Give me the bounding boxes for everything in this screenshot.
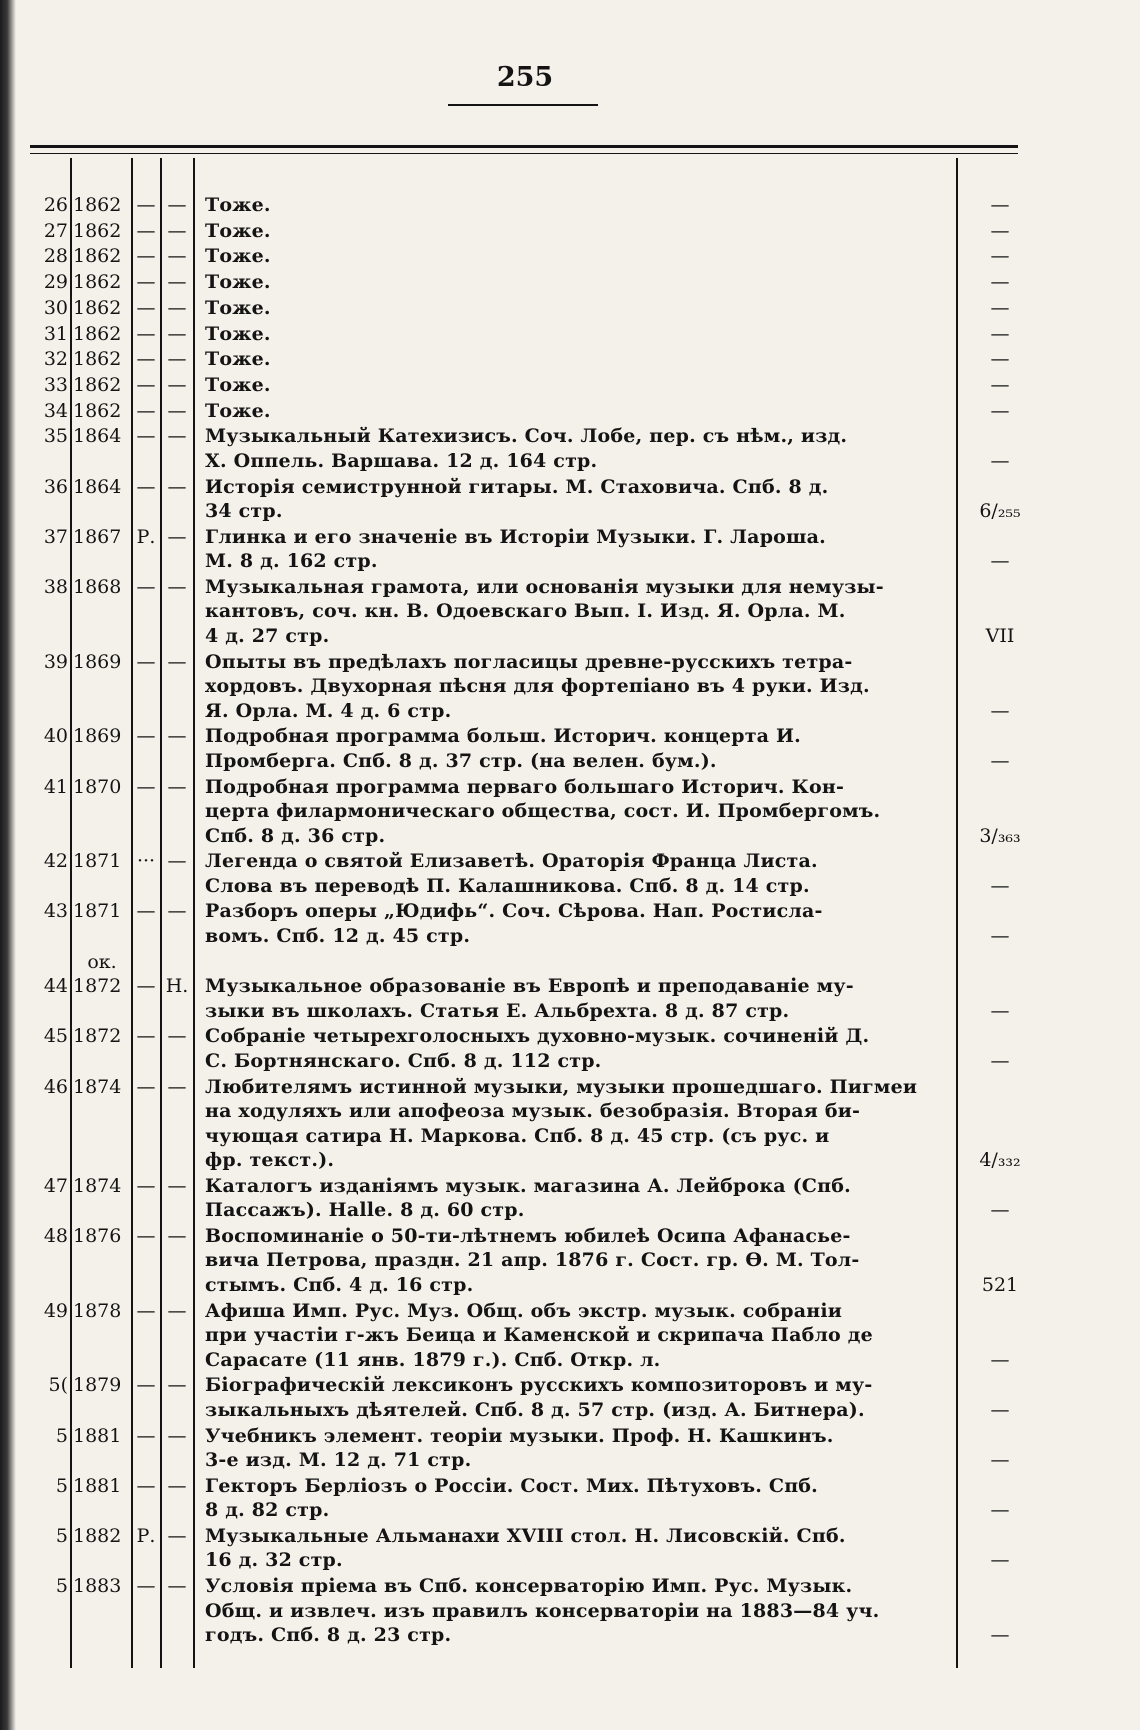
entry-mark-2: — [167, 850, 187, 873]
entry-description [205, 775, 945, 849]
entry-number: 36 [43, 475, 68, 498]
entry-mark-2: — [167, 1075, 187, 1098]
entry-year: 1883 [73, 1575, 122, 1598]
description-line: Учебникъ элемент. теоріи музыки. Проф. Н. Кашкинъ. [205, 1424, 834, 1447]
reference-value: — [990, 449, 1010, 472]
description-line: Х. Оппель. Варшава. 12 д. 164 стр. [205, 449, 598, 472]
reference-value: — [990, 245, 1010, 268]
entry-number: 32 [43, 348, 68, 371]
description-line: Біографическій лексиконъ русскихъ композиторовъ и му- [205, 1374, 873, 1397]
column-divider [70, 158, 72, 1668]
entry-mark-1: — [136, 373, 156, 396]
entry-description [205, 296, 945, 321]
entry-description [205, 244, 945, 269]
entry-year: 1864 [73, 475, 122, 498]
entry-year: 1862 [73, 219, 122, 242]
entry-mark-1: — [136, 1474, 156, 1497]
reference-value: — [990, 219, 1010, 242]
description-line: Подробная программа больш. Историч. концерта И. [205, 725, 801, 748]
entry-description [205, 322, 945, 347]
entry-mark-1: — [136, 399, 156, 422]
description-line: 8 д. 82 стр. [205, 1499, 330, 1522]
entry-mark-1: — [136, 775, 156, 798]
description-line: вомъ. Спб. 12 д. 45 стр. [205, 924, 471, 947]
description-line: С. Бортнянскаго. Спб. 8 д. 112 стр. [205, 1049, 602, 1072]
entry-number: 5 [55, 1575, 68, 1598]
reference-value: — [990, 749, 1010, 772]
entry-mark-1: — [136, 975, 156, 998]
entry-number: 30 [43, 296, 68, 319]
description-line: Глинка и его значеніе въ Исторіи Музыки. Г. Лароша. [205, 525, 826, 548]
entry-description [205, 1174, 945, 1223]
description-line: Промберга. Спб. 8 д. 37 стр. (на велен. бум.). [205, 749, 717, 772]
entry-number: 33 [43, 373, 68, 396]
description-line: Тоже. [205, 373, 271, 396]
entry-description [205, 424, 945, 473]
entry-mark-2: — [167, 194, 187, 216]
entry-description [205, 525, 945, 574]
entry-mark-2: Н. [165, 975, 189, 998]
reference-value: — [990, 271, 1010, 294]
entry-number: 47 [43, 1174, 68, 1197]
description-line: на ходуляхъ или апофеоза музык. безобразія. Вторая би- [205, 1100, 861, 1122]
entry-mark-2: — [167, 900, 187, 923]
entry-number: 39 [43, 650, 68, 673]
entry-mark-2: — [167, 1424, 187, 1447]
entry-number: 37 [43, 525, 68, 548]
reference-value: — [990, 1398, 1010, 1421]
entry-description [205, 1574, 945, 1648]
description-line: Тоже. [205, 399, 271, 422]
entry-mark-1: — [136, 1025, 156, 1048]
description-line: 4 д. 27 стр. [205, 624, 330, 647]
entry-description [205, 193, 945, 218]
entry-year-prefix: ок. [87, 951, 117, 974]
entry-mark-2: — [167, 1524, 187, 1547]
description-line: Тоже. [205, 194, 271, 216]
entry-mark-1: — [136, 322, 156, 345]
entry-number: 35 [43, 425, 68, 448]
entry-year: 1862 [73, 399, 122, 422]
entry-year: 1874 [73, 1174, 122, 1197]
entry-description [205, 1299, 945, 1373]
entry-description [205, 1075, 945, 1173]
entry-mark-2: — [167, 1174, 187, 1197]
entry-mark-2: — [167, 245, 187, 268]
entry-number: 27 [43, 219, 68, 242]
description-line: Спб. 8 д. 36 стр. [205, 824, 386, 847]
entry-description [205, 219, 945, 244]
reference-value: — [990, 924, 1010, 947]
reference-value: 4/₃₃₂ [979, 1149, 1021, 1171]
reference-value: — [990, 1199, 1010, 1222]
entry-number: 26 [43, 194, 68, 216]
description-line: фр. текст.). [205, 1149, 335, 1171]
entry-number: 43 [43, 900, 68, 923]
entry-year: 1881 [73, 1474, 122, 1497]
entry-mark-2: — [167, 725, 187, 748]
entry-mark-1: — [136, 219, 156, 242]
description-line: Собраніе четырехголосныхъ духовно-музык. сочиненій Д. [205, 1025, 870, 1048]
column-divider [956, 158, 958, 1668]
description-line: вича Петрова, праздн. 21 апр. 1876 г. Сост. гр. Ѳ. М. Тол- [205, 1249, 860, 1272]
entry-mark-1: — [136, 271, 156, 294]
entry-year: 1870 [73, 775, 122, 798]
entry-year: 1882 [73, 1524, 122, 1547]
entry-description [205, 974, 945, 1023]
entry-mark-2: — [167, 650, 187, 673]
reference-value: 3/₃₆₃ [979, 824, 1021, 847]
reference-value: — [990, 194, 1010, 216]
description-line: Музыкальные Альманахи XVIII стол. Н. Лисовскій. Спб. [205, 1524, 846, 1547]
entry-year: 1872 [73, 975, 122, 998]
description-line: Каталогъ изданіямъ музык. магазина А. Лейброка (Спб. [205, 1174, 851, 1197]
entry-number: 45 [43, 1025, 68, 1048]
entry-year: 1862 [73, 348, 122, 371]
entry-number: 5 [55, 1474, 68, 1497]
entry-mark-2: — [167, 322, 187, 345]
description-line: Подробная программа перваго большаго Историч. Кон- [205, 775, 845, 798]
description-line: Тоже. [205, 322, 271, 345]
entry-year: 1872 [73, 1025, 122, 1048]
description-line: Исторія семиструнной гитары. М. Стаховича. Спб. 8 д. [205, 475, 829, 498]
column-divider [193, 158, 195, 1668]
entry-mark-2: — [167, 296, 187, 319]
entry-mark-1: — [136, 1575, 156, 1598]
description-line: церта филармоническаго общества, сост. И. Промбергомъ. [205, 800, 881, 822]
entry-mark-2: — [167, 475, 187, 498]
book-spine-edge [0, 0, 16, 1730]
entry-mark-1: — [136, 475, 156, 498]
entry-description [205, 575, 945, 649]
entry-mark-1: — [136, 900, 156, 923]
description-line: Сарасате (11 янв. 1879 г.). Спб. Откр. л. [205, 1348, 661, 1371]
description-line: 16 д. 32 стр. [205, 1549, 343, 1572]
entry-mark-1: — [136, 575, 156, 598]
entry-mark-2: — [167, 525, 187, 548]
entry-mark-2: — [167, 575, 187, 598]
reference-value: — [990, 348, 1010, 371]
entry-description [205, 1224, 945, 1298]
entry-mark-1: — [136, 1075, 156, 1098]
page-number: 255 [496, 62, 554, 93]
entry-description [205, 1524, 945, 1573]
entry-number: 5 [55, 1524, 68, 1547]
entry-year: 1871 [73, 900, 122, 923]
entry-mark-1: — [136, 1424, 156, 1447]
entry-mark-1: — [136, 725, 156, 748]
description-line: Любителямъ истинной музыки, музыки прошедшаго. Пигмеи [205, 1075, 918, 1098]
description-line: Я. Орла. М. 4 д. 6 стр. [205, 699, 452, 722]
entry-year: 1862 [73, 194, 122, 216]
reference-value: — [990, 399, 1010, 422]
entry-mark-2: — [167, 1299, 187, 1322]
description-line: Слова въ переводѣ П. Калашникова. Спб. 8 д. 14 стр. [205, 874, 810, 897]
description-line: чующая сатира Н. Маркова. Спб. 8 д. 45 стр. (съ рус. и [205, 1124, 830, 1147]
description-line: Общ. и извлеч. изъ правилъ консерваторіи на 1883—84 уч. [205, 1599, 880, 1622]
description-line: хордовъ. Двухорная пѣсня для фортепіано въ 4 руки. Изд. [205, 675, 870, 698]
entry-year: 1878 [73, 1299, 122, 1322]
description-line: Опыты въ предѣлахъ погласицы древне-русскихъ тетра- [205, 650, 853, 673]
reference-value: 521 [981, 1273, 1019, 1296]
entry-number: 42 [43, 850, 68, 873]
entry-year: 1874 [73, 1075, 122, 1098]
header-rule [30, 145, 1018, 154]
reference-value: — [990, 1348, 1010, 1371]
entry-year: 1868 [73, 575, 122, 598]
entry-year: 1867 [73, 525, 122, 548]
reference-value: — [990, 874, 1010, 897]
description-line: Тоже. [205, 296, 271, 319]
entry-mark-1: — [136, 1224, 156, 1247]
entry-number: 5 [55, 1424, 68, 1447]
reference-value: — [990, 296, 1010, 319]
entry-number: 49 [43, 1299, 68, 1322]
entry-year: 1862 [73, 245, 122, 268]
entry-year: 1864 [73, 425, 122, 448]
description-line: Воспоминаніе о 50-ти-лѣтнемъ юбилеѣ Осипа Афанасье- [205, 1224, 851, 1247]
description-line: Афиша Имп. Рус. Муз. Общ. объ экстр. музык. собраніи [205, 1299, 843, 1322]
entry-year: 1862 [73, 322, 122, 345]
entry-mark-1: — [136, 348, 156, 371]
entry-year: 1869 [73, 650, 122, 673]
description-line: 34 стр. [205, 500, 283, 522]
entry-year: 1871 [73, 850, 122, 873]
entry-description [205, 650, 945, 724]
entry-description [205, 399, 945, 424]
entry-number: 29 [43, 271, 68, 294]
reference-value: — [990, 550, 1010, 573]
entry-number: 5( [48, 1374, 68, 1397]
entry-year: 1881 [73, 1424, 122, 1447]
description-line: Условія пріема въ Спб. консерваторію Имп. Рус. Музык. [205, 1575, 853, 1598]
reference-value: — [990, 322, 1010, 345]
entry-mark-2: — [167, 1374, 187, 1397]
reference-value: — [990, 1499, 1010, 1522]
entry-number: 38 [43, 575, 68, 598]
entry-mark-1: — [136, 296, 156, 319]
description-line: Музыкальная грамота, или основанія музыки для немузы- [205, 575, 884, 598]
description-line: Тоже. [205, 271, 271, 294]
entry-number: 46 [43, 1075, 68, 1098]
entry-description [205, 373, 945, 398]
entry-description [205, 475, 945, 524]
entry-number: 31 [43, 322, 68, 345]
entry-mark-2: — [167, 219, 187, 242]
entry-description [205, 1424, 945, 1473]
description-line: Легенда о святой Елизаветѣ. Ораторія Франца Листа. [205, 850, 818, 873]
description-line: зыки въ школахъ. Статья Е. Альбрехта. 8 д. 87 стр. [205, 999, 790, 1022]
entry-description [205, 1024, 945, 1073]
entry-description [205, 1474, 945, 1523]
entry-mark-2: — [167, 1575, 187, 1598]
entry-mark-2: — [167, 425, 187, 448]
entry-mark-1: ··· [136, 850, 156, 873]
entry-number: 44 [43, 975, 68, 998]
entry-description [205, 899, 945, 948]
description-line: Пассажъ). Halle. 8 д. 60 стр. [205, 1199, 525, 1222]
reference-value: — [990, 1624, 1010, 1647]
reference-value: — [990, 1449, 1010, 1471]
description-line: 3-е изд. М. 12 д. 71 стр. [205, 1449, 472, 1471]
page-number-rule [448, 104, 598, 106]
description-line: Тоже. [205, 245, 271, 268]
entry-year: 1879 [73, 1374, 122, 1397]
entry-year: 1862 [73, 271, 122, 294]
entry-number: 41 [43, 775, 68, 798]
entry-mark-2: — [167, 373, 187, 396]
entry-mark-2: — [167, 271, 187, 294]
entry-number: 28 [43, 245, 68, 268]
entry-description [205, 347, 945, 372]
entry-mark-1: — [136, 1374, 156, 1397]
entry-description [205, 1373, 945, 1422]
reference-value: — [990, 1549, 1010, 1572]
entry-mark-2: — [167, 1224, 187, 1247]
entry-mark-2: — [167, 1025, 187, 1048]
description-line: Тоже. [205, 219, 271, 242]
reference-value: — [990, 373, 1010, 396]
entry-year: 1862 [73, 296, 122, 319]
entry-description [205, 849, 945, 898]
entry-mark-2: — [167, 775, 187, 798]
entry-number: 34 [43, 399, 68, 422]
entry-mark-2: — [167, 348, 187, 371]
reference-value: 6/₂₅₅ [979, 500, 1021, 522]
description-line: Музыкальный Катехизисъ. Соч. Лобе, пер. съ нѣм., изд. [205, 425, 848, 448]
description-line: Разборъ оперы „Юдифь“. Соч. Сѣрова. Нап. Ростисла- [205, 900, 823, 923]
entry-mark-1: Р. [136, 1524, 156, 1547]
reference-value: VII [985, 624, 1015, 647]
description-line: стымъ. Спб. 4 д. 16 стр. [205, 1273, 474, 1296]
entry-description [205, 724, 945, 773]
entry-mark-1: — [136, 650, 156, 673]
entry-mark-2: — [167, 399, 187, 422]
entry-mark-1: Р. [136, 525, 156, 548]
entry-mark-1: — [136, 1174, 156, 1197]
entry-year: 1862 [73, 373, 122, 396]
entry-number: 40 [43, 725, 68, 748]
description-line: Тоже. [205, 348, 271, 371]
description-line: Музыкальное образованіе въ Европѣ и преподаваніе му- [205, 975, 854, 998]
description-line: при участіи г-жъ Беица и Каменской и скрипача Пабло де [205, 1324, 873, 1347]
description-line: зыкальныхъ дѣятелей. Спб. 8 д. 57 стр. (изд. А. Битнера). [205, 1398, 865, 1421]
reference-value: — [990, 699, 1010, 722]
description-line: годъ. Спб. 8 д. 23 стр. [205, 1624, 452, 1647]
entry-mark-1: — [136, 194, 156, 216]
reference-value: — [990, 999, 1010, 1022]
entry-year: 1869 [73, 725, 122, 748]
entry-description [205, 270, 945, 295]
entry-number: 48 [43, 1224, 68, 1247]
description-line: кантовъ, соч. кн. В. Одоевскаго Вып. I. Изд. Я. Орла. М. [205, 600, 846, 623]
entry-mark-2: — [167, 1474, 187, 1497]
description-line: М. 8 д. 162 стр. [205, 550, 378, 573]
reference-value: — [990, 1049, 1010, 1072]
entry-year: 1876 [73, 1224, 122, 1247]
entry-mark-1: — [136, 245, 156, 268]
entry-mark-1: — [136, 1299, 156, 1322]
entry-mark-1: — [136, 425, 156, 448]
description-line: Гекторъ Берліозъ о Россіи. Сост. Мих. Пѣтуховъ. Спб. [205, 1474, 818, 1497]
